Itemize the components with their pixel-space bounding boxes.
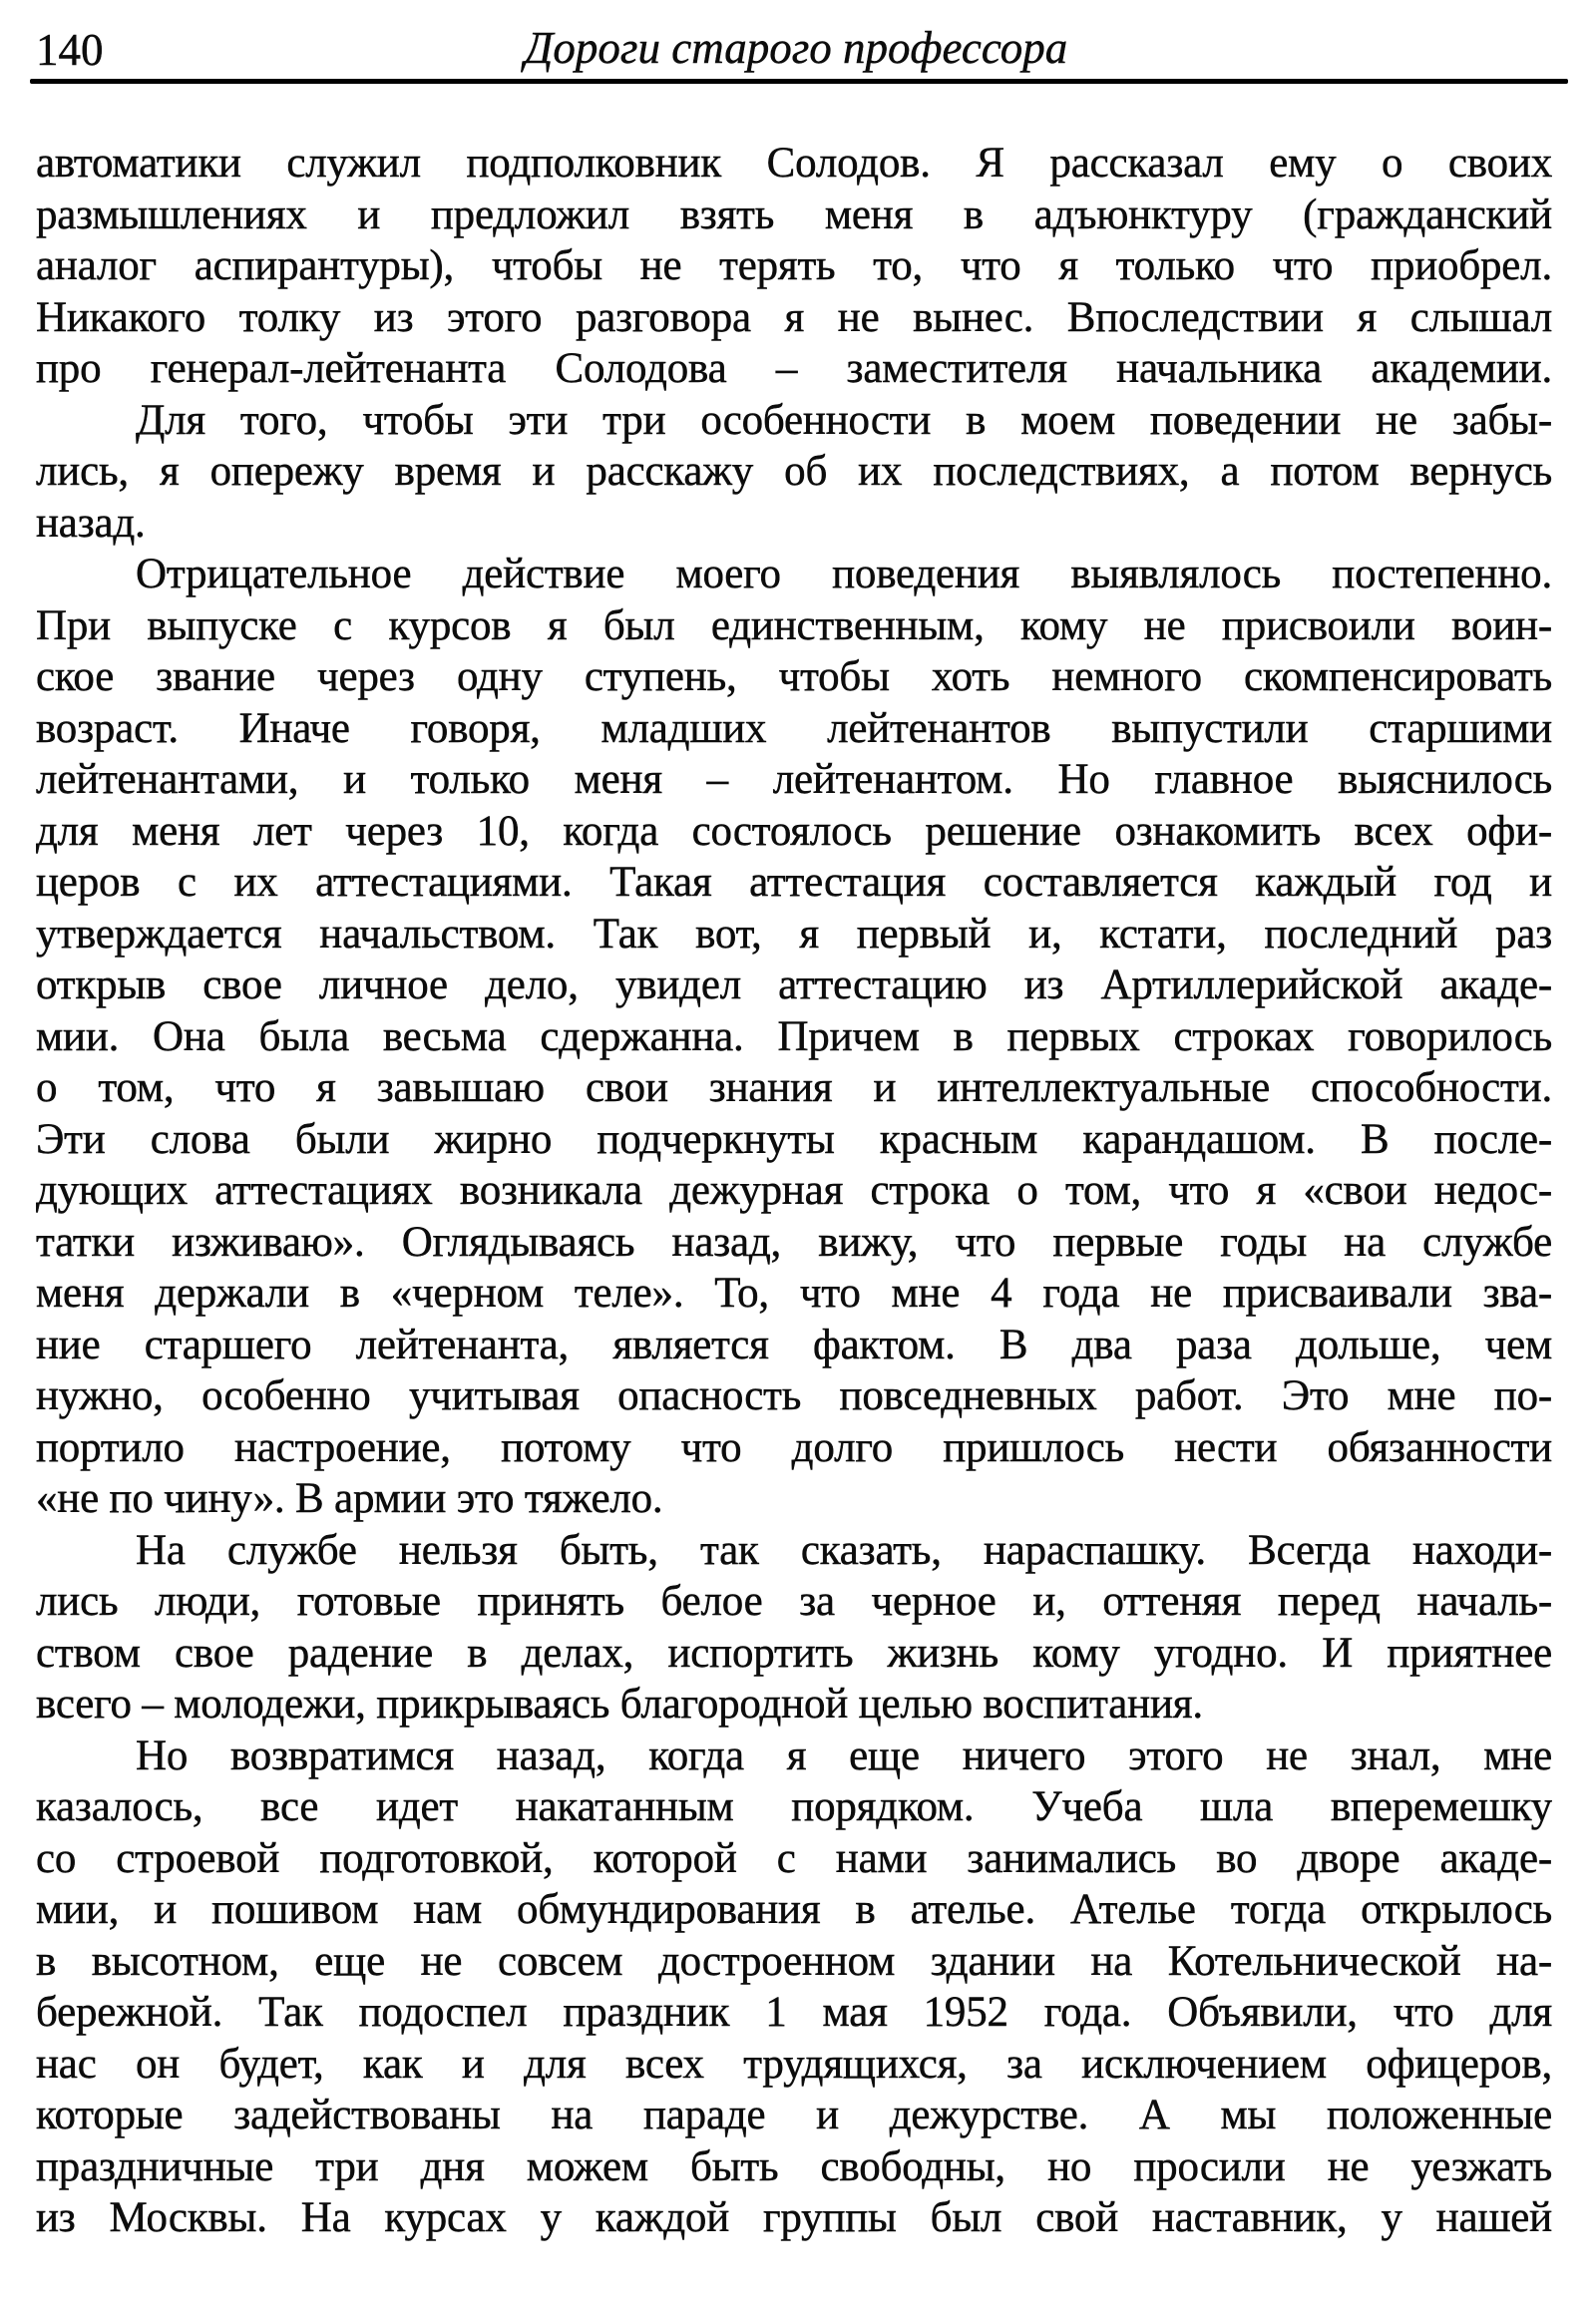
text-line: Эти слова были жирно подчеркнуты красным карандашом. В после- [36, 1115, 1552, 1163]
text-line: При выпуске с курсов я был единственным, кому не присвоили воин- [36, 601, 1552, 649]
text-line: автоматики служил подполковник Солодов. Я рассказал ему о своих [36, 140, 1552, 187]
text-line: про генерал-лейтенанта Солодова – заместителя начальника академии. [36, 345, 1552, 392]
text-line: аналог аспирантуры), чтобы не терять то, что я только что приобрел. [36, 242, 1552, 289]
text-line: в высотном, еще не совсем достроенном здании на Котельнической на- [36, 1937, 1552, 1985]
header-rule [30, 79, 1568, 84]
text-line: «не по чину». В армии это тяжело. [36, 1475, 663, 1522]
text-line: портило настроение, потому что долго пришлось нести обязанности [36, 1423, 1552, 1471]
text-line: ние старшего лейтенанта, является фактом. В два раза дольше, чем [36, 1321, 1552, 1368]
running-title: Дороги старого профессора [524, 23, 1068, 73]
paragraph [36, 549, 1552, 1525]
text-line: татки изживаю». Оглядываясь назад, вижу, что первые годы на службе [36, 1218, 1552, 1266]
text-line: лись, я опережу время и расскажу об их последствиях, а потом вернусь [36, 448, 1552, 495]
text-line: которые задействованы на параде и дежурстве. А мы положенные [36, 2092, 1552, 2138]
text-line: нас он будет, как и для всех трудящихся, за исключением офицеров, [36, 2040, 1552, 2088]
page-number: 140 [36, 25, 104, 75]
text-line: для меня лет через 10, когда состоялось решение ознакомить всех офи- [36, 807, 1552, 855]
text-line: Но возвратимся назад, когда я еще ничего этого не знал, мне [136, 1732, 1552, 1779]
text-line: о том, что я завышаю свои знания и интеллектуальные способности. [36, 1064, 1552, 1111]
text-line: размышлениях и предложил взять меня в адъюнктуру (гражданский [36, 191, 1552, 238]
text-line: из Москвы. На курсах у каждой группы был свой наставник, у нашей [36, 2194, 1552, 2241]
text-line: дующих аттестациях возникала дежурная строка о том, что я «свои недос- [36, 1167, 1552, 1214]
text-line: нужно, особенно учитывая опасность повседневных работ. Это мне по- [36, 1372, 1552, 1419]
text-line: возраст. Иначе говоря, младших лейтенантов выпустили старшими [36, 704, 1552, 752]
text-line: ством свое радение в делах, испортить жизнь кому угодно. И приятнее [36, 1629, 1552, 1677]
text-line: лейтенантами, и только меня – лейтенантом. Но главное выяснилось [36, 756, 1552, 803]
text-line: праздничные три дня можем быть свободны, но просили не уезжать [36, 2142, 1552, 2190]
text-line: всего – молодежи, прикрываясь благородной целью воспитания. [36, 1681, 1203, 1728]
text-line: На службе нельзя быть, так сказать, нараспашку. Всегда находи- [136, 1526, 1552, 1574]
text-line: Отрицательное действие моего поведения выявлялось постепенно. [136, 551, 1552, 597]
text-line: мии, и пошивом нам обмундирования в ателье. Ателье тогда открылось [36, 1886, 1552, 1933]
paragraph [36, 395, 1552, 550]
paragraph [36, 1731, 1552, 2244]
text-line: Для того, чтобы эти три особенности в моем поведении не забы- [136, 396, 1552, 444]
text-line: меня держали в «черном теле». То, что мне 4 года не присваивали зва- [36, 1270, 1552, 1317]
text-line: назад. [36, 499, 146, 547]
text-line: ское звание через одну ступень, чтобы хоть немного скомпенсировать [36, 653, 1552, 700]
text-line: со строевой подготовкой, которой с нами занимались во дворе акаде- [36, 1834, 1552, 1882]
text-line: утверждается начальством. Так вот, я первый и, кстати, последний раз [36, 910, 1552, 958]
page-header [36, 24, 1556, 74]
text-line: открыв свое личное дело, увидел аттестацию из Артиллерийской акаде- [36, 962, 1552, 1008]
paragraph [36, 138, 1552, 395]
text-line: Никакого толку из этого разговора я не вынес. Впоследствии я слышал [36, 293, 1552, 341]
text-line: казалось, все идет накатанным порядком. Учеба шла вперемешку [36, 1783, 1552, 1830]
text-line: лись люди, готовые принять белое за черное и, оттеняя перед началь- [36, 1578, 1552, 1625]
text-line: бережной. Так подоспел праздник 1 мая 1952 года. Объявили, что для [36, 1989, 1552, 2036]
page-body [36, 138, 1552, 2244]
text-line: церов с их аттестациями. Такая аттестация составляется каждый год и [36, 859, 1552, 906]
paragraph [36, 1525, 1552, 1731]
text-line: мии. Она была весьма сдержанна. Причем в первых строках говорилось [36, 1012, 1552, 1060]
